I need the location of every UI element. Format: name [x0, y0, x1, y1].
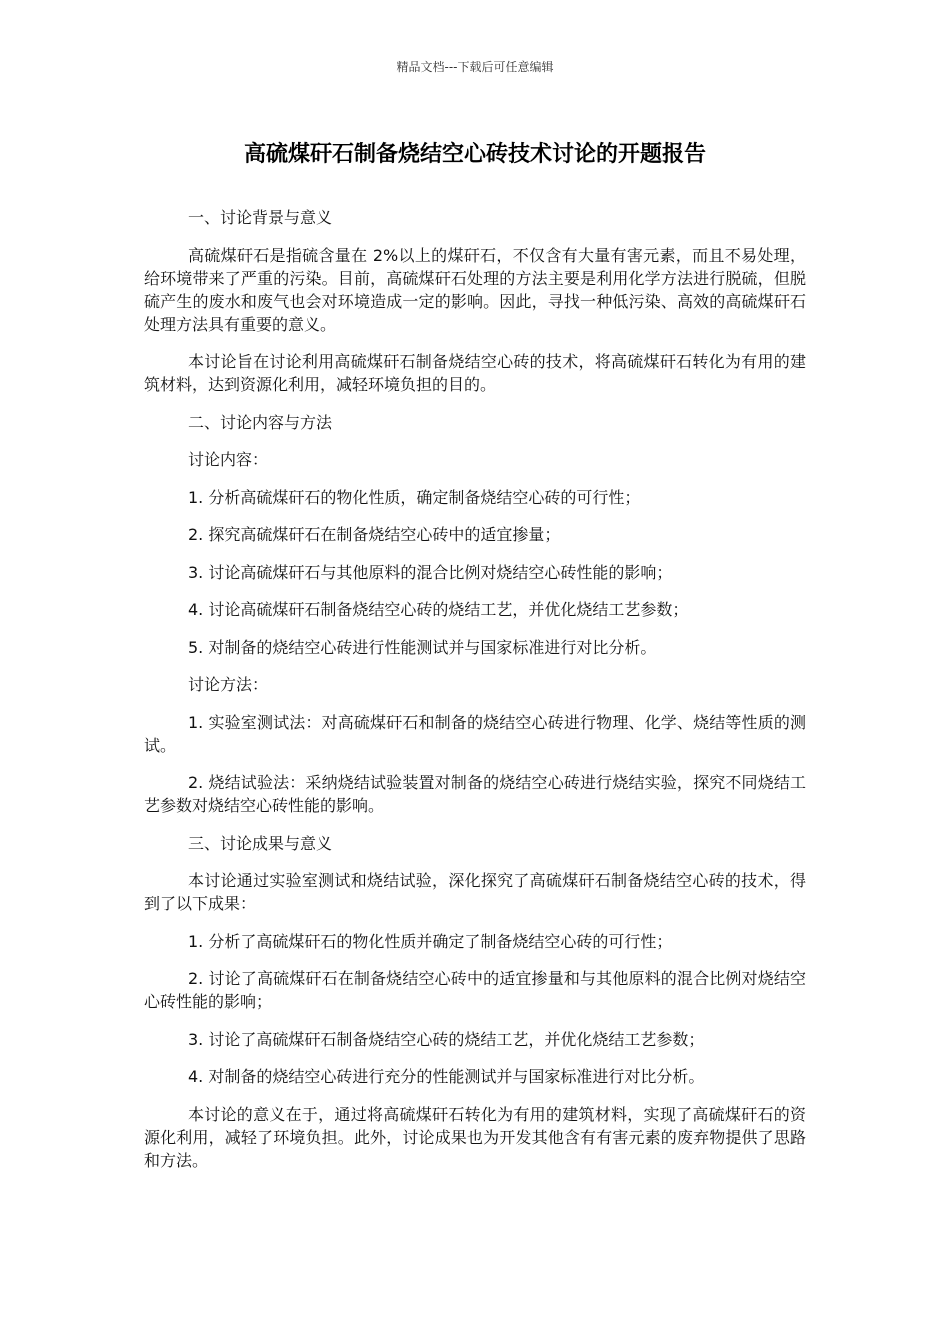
document-title: 高硫煤矸石制备烧结空心砖技术讨论的开题报告 — [243, 142, 706, 167]
list-item: 1. 实验室测试法：对高硫煤矸石和制备的烧结空心砖进行物理、化学、烧结等性质的测试。 — [144, 712, 806, 755]
list-item: 1. 分析了高硫煤矸石的物化性质并确定了制备烧结空心砖的可行性； — [188, 931, 673, 951]
page-header: 精品文档---下载后可任意编辑 — [396, 60, 554, 74]
list-item: 3. 讨论高硫煤矸石与其他原料的混合比例对烧结空心砖性能的影响； — [188, 562, 673, 582]
paragraph-results-intro: 本讨论通过实验室测试和烧结试验，深化探究了高硫煤矸石制备烧结空心砖的技术，得到了以下成果： — [144, 871, 806, 913]
paragraph-purpose: 本讨论旨在讨论利用高硫煤矸石制备烧结空心砖的技术，将高硫煤矸石转化为有用的建筑材料，达到资源化利用，减轻环境负担的目的。 — [144, 352, 806, 394]
subheading-content: 讨论内容： — [188, 450, 269, 469]
document-body — [144, 206, 806, 1186]
section-heading-results: 三、讨论成果与意义 — [188, 833, 333, 853]
list-item: 2. 探究高硫煤矸石在制备烧结空心砖中的适宜掺量； — [188, 525, 561, 544]
list-item: 5. 对制备的烧结空心砖进行性能测试并与国家标准进行对比分析。 — [188, 637, 657, 657]
list-item: 4. 讨论高硫煤矸石制备烧结空心砖的烧结工艺，并优化烧结工艺参数； — [188, 600, 689, 619]
list-item: 1. 分析高硫煤矸石的物化性质，确定制备烧结空心砖的可行性； — [188, 487, 641, 507]
list-item: 3. 讨论了高硫煤矸石制备烧结空心砖的烧结工艺，并优化烧结工艺参数； — [188, 1029, 705, 1049]
section-heading-background: 一、讨论背景与意义 — [188, 208, 333, 227]
subheading-method: 讨论方法： — [188, 675, 269, 694]
list-item: 4. 对制备的烧结空心砖进行充分的性能测试并与国家标准进行对比分析。 — [188, 1067, 705, 1086]
section-heading-content-method: 二、讨论内容与方法 — [188, 412, 333, 432]
list-item: 2. 讨论了高硫煤矸石在制备烧结空心砖中的适宜掺量和与其他原料的混合比例对烧结空心砖性能的影响； — [144, 969, 806, 1011]
paragraph-background: 高硫煤矸石是指硫含量在 2%以上的煤矸石，不仅含有大量有害元素，而且不易处理，给环境带来了严重的污染。目前，高硫煤矸石处理的方法主要是利用化学方法进行脱硫，但脱硫产生的废水和废气也会对环境造成一定的影响。因此，寻找一种低污染、高效的高硫煤矸石处理方法具有重要的意义。 — [144, 245, 806, 334]
list-item: 2. 烧结试验法：采纳烧结试验装置对制备的烧结空心砖进行烧结实验，探究不同烧结工艺参数对烧结空心砖性能的影响。 — [144, 773, 806, 815]
paragraph-significance: 本讨论的意义在于，通过将高硫煤矸石转化为有用的建筑材料，实现了高硫煤矸石的资源化利用，减轻了环境负担。此外，讨论成果也为开发其他含有有害元素的废弃物提供了思路和方法。 — [144, 1104, 806, 1170]
